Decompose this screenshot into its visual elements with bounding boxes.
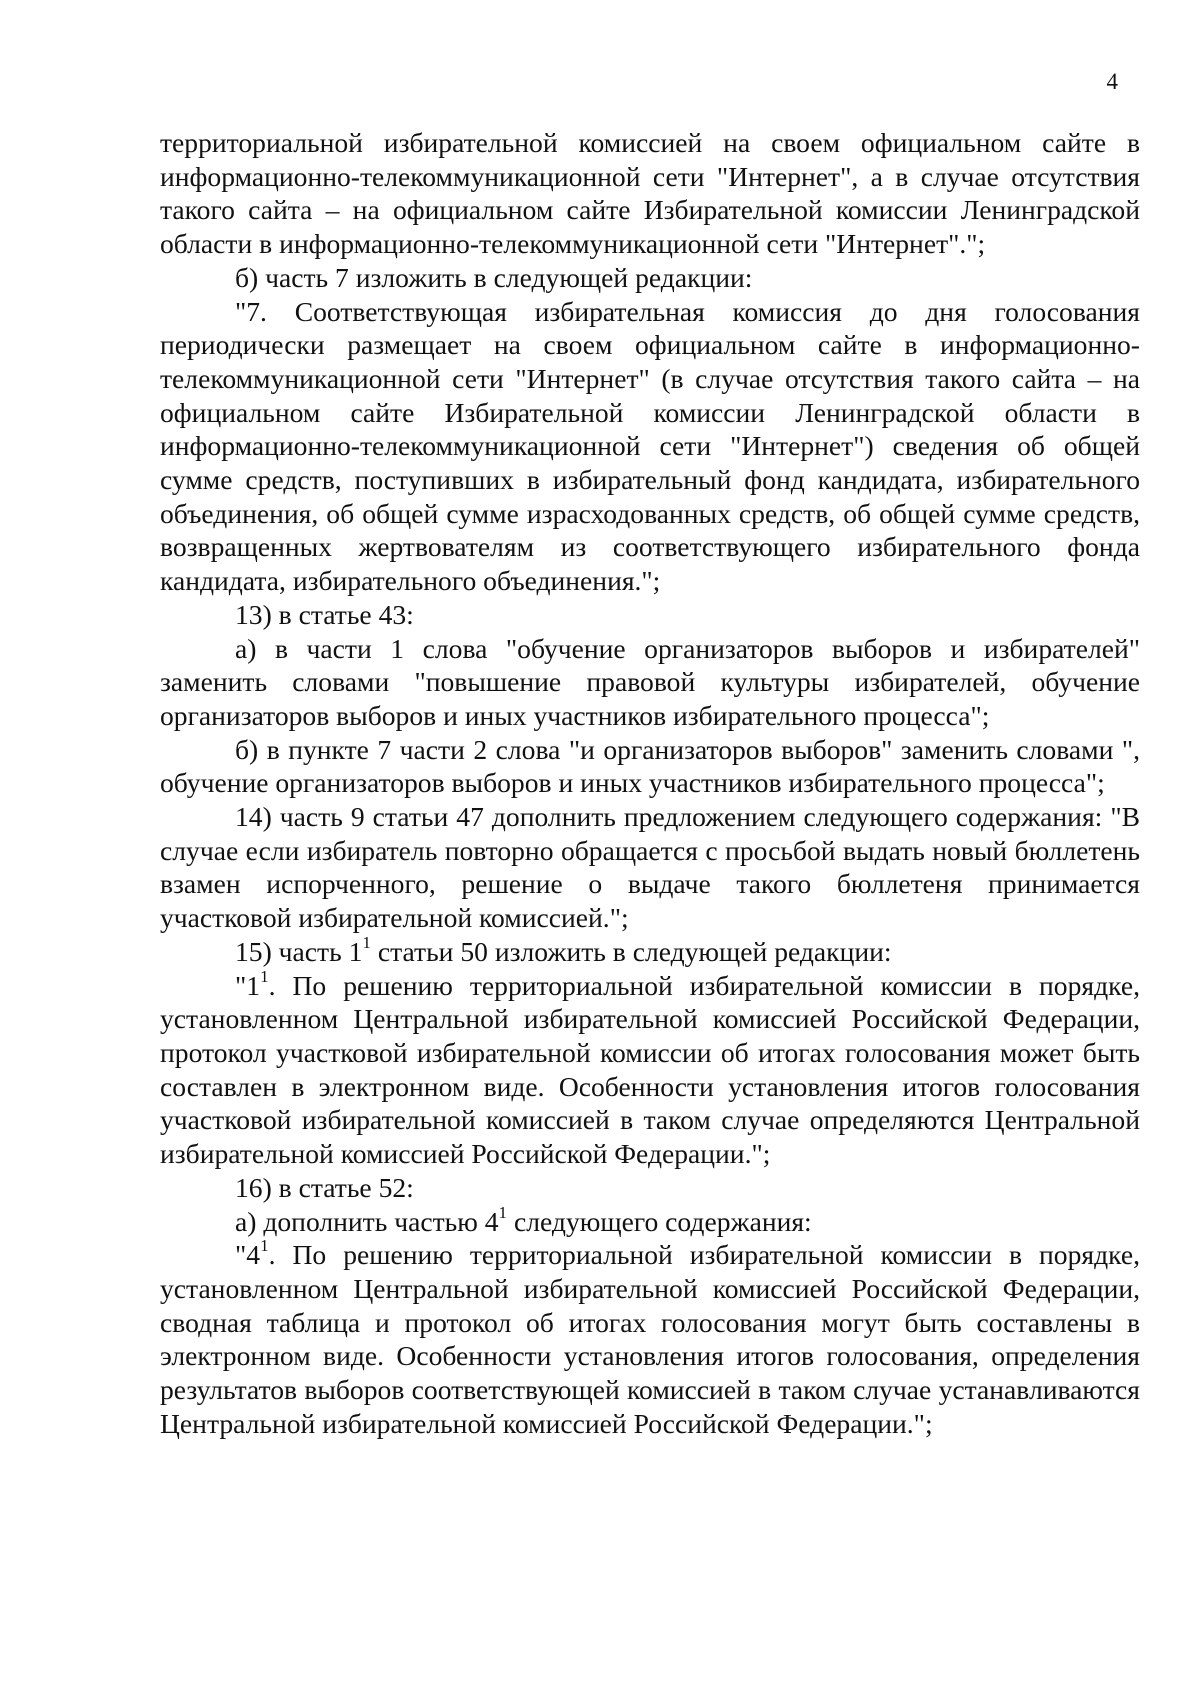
document-body [160, 126, 1140, 1440]
paragraph-text: "7. Соответствующая избирательная комиссия до дня голосования периодически размещает на своем официальном сайте в информационно-телекоммуникационной сети "Интернет" (в случае отсутствия такого сайта – на официальном сайте Избирательной комиссии Ленинградской области в информационно-телекоммуникационной сети "Интернет") сведения об общей сумме средств, поступивших в избирательный фонд кандидата, избирательного объединения, об общей сумме израсходованных средств, об общей сумме средств, возвращенных жертвователям из соответствующего избирательного фонда кандидата, избирательного объединения."; [160, 295, 1140, 597]
superscript: 1 [362, 933, 371, 953]
paragraph-text: "1 [235, 969, 261, 1001]
paragraph-text: 14) часть 9 статьи 47 дополнить предложением следующего содержания: "В случае если избиратель повторно обращается с просьбой выдать новый бюллетень взамен испорченного, решение о выдаче такого бюллетеня принимается участковой избирательной комиссией."; [160, 801, 1140, 934]
paragraph [160, 800, 1140, 935]
superscript: 1 [498, 1202, 508, 1222]
paragraph-text: "4 [235, 1239, 261, 1271]
paragraph-text: статьи 50 изложить в следующей редакции: [370, 935, 892, 967]
paragraph [160, 1202, 1140, 1239]
paragraph [160, 295, 1140, 598]
paragraph-text: б) часть 7 изложить в следующей редакции: [235, 261, 753, 293]
paragraph-text: б) в пункте 7 части 2 слова "и организаторов выборов" заменить словами ", обучение организаторов выборов и иных участников избирательного процесса"; [160, 733, 1140, 799]
paragraph [160, 733, 1140, 800]
paragraph [160, 598, 1140, 632]
paragraph-text: 13) в статье 43: [235, 598, 414, 630]
paragraph-text: 15) часть 1 [235, 935, 363, 967]
paragraph [160, 1238, 1140, 1440]
paragraph [160, 1171, 1140, 1205]
paragraph-text: а) дополнить частью 4 [235, 1205, 499, 1237]
paragraph [160, 935, 1140, 969]
paragraph [160, 261, 1140, 295]
paragraph-text: . По решению территориальной избирательной комиссии в порядке, установленном Центральной избирательной комиссией Российской Федерации, сводная таблица и протокол об итогах голосования могут быть составлены в электронном виде. Особенности установления итогов голосования, определения результатов выборов соответствующей комиссией в таком случае устанавливаются Центральной избирательной комиссией Российской Федерации."; [160, 1239, 1140, 1439]
paragraph [160, 126, 1140, 261]
page-number: 4 [1106, 69, 1118, 94]
paragraph [160, 632, 1140, 733]
paragraph-text: территориальной избирательной комиссией на своем официальном сайте в информационно-телекоммуникационной сети "Интернет", а в случае отсутствия такого сайта – на официальном сайте Избирательной комиссии Ленинградской области в информационно-телекоммуникационной сети "Интернет"."; [160, 127, 1140, 260]
superscript: 1 [260, 966, 269, 986]
paragraph-text: . По решению территориальной избирательной комиссии в порядке, установленном Центральной избирательной комиссией Российской Федерации, протокол участковой избирательной комиссии об итогах голосования может быть составлен в электронном виде. Особенности установления итогов голосования участковой избирательной комиссией в таком случае определяются Центральной избирательной комиссией Российской Федерации."; [160, 969, 1140, 1170]
paragraph-text: 16) в статье 52: [235, 1171, 414, 1203]
paragraph-text: а) в части 1 слова "обучение организаторов выборов и избирателей" заменить словами "повышение правовой культуры избирателей, обучение организаторов выборов и иных участников избирательного процесса"; [160, 632, 1140, 731]
superscript: 1 [260, 1236, 269, 1256]
paragraph-text: следующего содержания: [507, 1205, 812, 1237]
paragraph [160, 966, 1140, 1171]
